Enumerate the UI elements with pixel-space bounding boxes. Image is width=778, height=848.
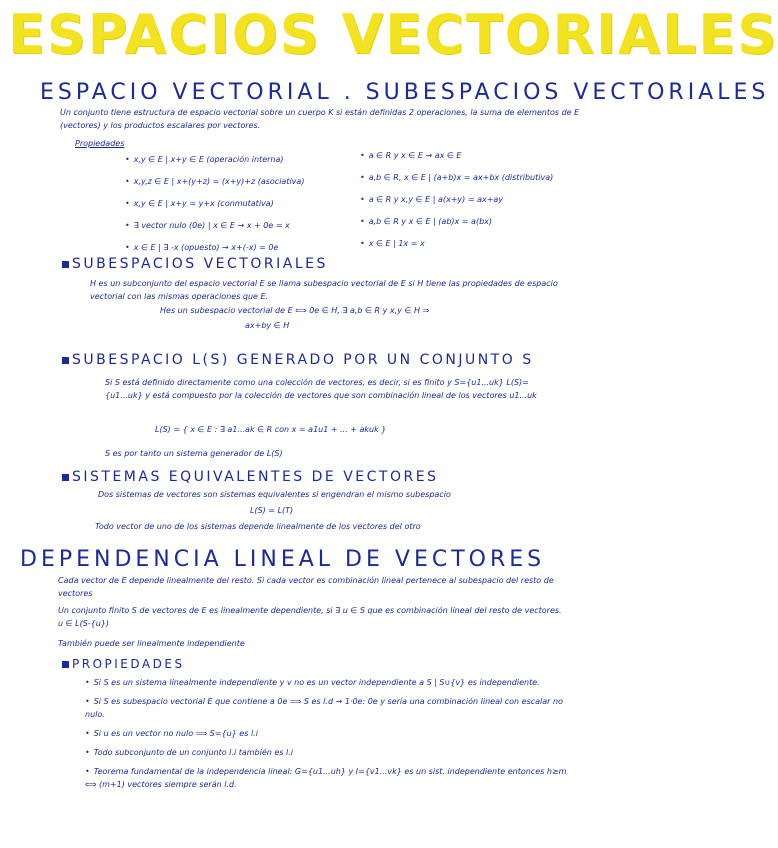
property-item: • x,y ∈ E | x+y ∈ E (operación interna) bbox=[125, 154, 355, 166]
subespacios-formula-2: ax+by ∈ H bbox=[245, 321, 290, 330]
property-item: • x ∈ E | ∃ -x (opuesto) → x+(-x) = 0e bbox=[125, 242, 355, 254]
dependencia-properties-list bbox=[85, 676, 575, 797]
dependencia-p2: Un conjunto finito S de vectores de E es linealmente dependiente, si ∃ u ∈ S que es combinación lineal del resto de vectores. u ∈ L(S-{u}) bbox=[58, 606, 562, 628]
property-item: • x ∈ E | 1x = x bbox=[360, 238, 595, 250]
section-heading-generado: SUBESPACIO L(S) GENERADO POR UN CONJUNTO S bbox=[62, 352, 534, 368]
generado-note: S es por tanto un sistema generador de L(S) bbox=[105, 449, 283, 458]
properties-left-list bbox=[125, 154, 355, 264]
property-item: • ∃ vector nulo (0e) | x ∈ E → x + 0e = x bbox=[125, 220, 355, 232]
square-bullet-icon bbox=[62, 261, 69, 268]
property-item: • Si S es subespacio vectorial E que contiene a 0e ⟹ S es l.d → 1·0e: 0e y sería una combinación lineal con escalar no nulo. bbox=[85, 695, 575, 721]
square-bullet-icon bbox=[62, 474, 69, 481]
equivalentes-note: Todo vector de uno de los sistemas depende linealmente de los vectores del otro bbox=[95, 522, 421, 531]
property-item: • x,y ∈ E | x+y = y+x (conmutativa) bbox=[125, 198, 355, 210]
equivalentes-formula: L(S) = L(T) bbox=[250, 506, 294, 515]
dependencia-p1: Cada vector de E depende linealmente del resto. Si cada vector es combinación lineal pertenece al subespacio del resto de vectores bbox=[58, 576, 554, 598]
property-item: • Todo subconjunto de un conjunto l.i también es l.i bbox=[85, 746, 575, 759]
section-heading-subespacios: SUBESPACIOS VECTORIALES bbox=[62, 256, 328, 272]
generado-formula: L(S) = { x ∈ E : ∃ a1...ak ∈ R con x = a1u1 + ... + akuk } bbox=[155, 425, 387, 434]
property-item: • Teorema fundamental de la independencia lineal: G={u1...uh} y I={v1...vk} es un sist. independiente entonces h≥m ⟺ (m+1) vectores siempre serán l.d. bbox=[85, 765, 575, 791]
property-item: • Si S es un sistema linealmente independiente y v no es un vector independiente a S | S∪{v} es independiente. bbox=[85, 676, 575, 689]
section-heading-espacio-vectorial: ESPACIO VECTORIAL . SUBESPACIOS VECTORIALES bbox=[40, 80, 770, 105]
section1-intro: Un conjunto tiene estructura de espacio vectorial sobre un cuerpo K si están definidas 2 operaciones, la suma de elementos de E (vectores) y los productos escalares por vectores. bbox=[60, 108, 580, 130]
property-item: • x,y,z ∈ E | x+(y+z) = (x+y)+z (asociativa) bbox=[125, 176, 355, 188]
section-heading-equivalentes: SISTEMAS EQUIVALENTES DE VECTORES bbox=[62, 469, 438, 485]
property-item: • a ∈ R y x,y ∈ E | a(x+y) = ax+ay bbox=[360, 194, 595, 206]
square-bullet-icon bbox=[62, 357, 69, 364]
dependencia-p3: También puede ser linealmente independiente bbox=[58, 639, 245, 648]
subespacios-formula-1: Hes un subespacio vectorial de E ⟺ 0e ∈ H, ∃ a,b ∈ R y x,y ∈ H ⇒ bbox=[160, 306, 430, 315]
property-item: • a ∈ R y x ∈ E → ax ∈ E bbox=[360, 150, 595, 162]
section-heading-dependencia: DEPENDENCIA LINEAL DE VECTORES bbox=[20, 547, 546, 572]
page-title: ESPACIOS VECTORIALES bbox=[8, 3, 778, 66]
property-item: • Si u es un vector no nulo ⟹ S={u} es l.i bbox=[85, 727, 575, 740]
properties-right-list bbox=[360, 150, 595, 260]
dependencia-properties-label: PROPIEDADES bbox=[62, 657, 185, 671]
properties-label: Propiedades bbox=[75, 139, 125, 148]
subespacios-text: H es un subconjunto del espacio vectorial E se llama subespacio vectorial de E si H tiene las propiedades de espacio vectorial con las mismas operaciones que E. bbox=[90, 279, 558, 301]
square-bullet-icon bbox=[62, 661, 69, 668]
property-item: • a,b ∈ R, x ∈ E | (a+b)x = ax+bx (distributiva) bbox=[360, 172, 595, 184]
equivalentes-text: Dos sistemas de vectores son sistemas equivalentes si engendran el mismo subespacio bbox=[98, 490, 451, 499]
generado-text: Si S está definido directamente como una colección de vectores, es decir, si es finito y S={u1...uk} L(S)={u1...uk} y está compuesto por la colección de vectores que son combinación lineal de los vectores u1...uk bbox=[105, 378, 537, 400]
property-item: • a,b ∈ R y x ∈ E | (ab)x = a(bx) bbox=[360, 216, 595, 228]
